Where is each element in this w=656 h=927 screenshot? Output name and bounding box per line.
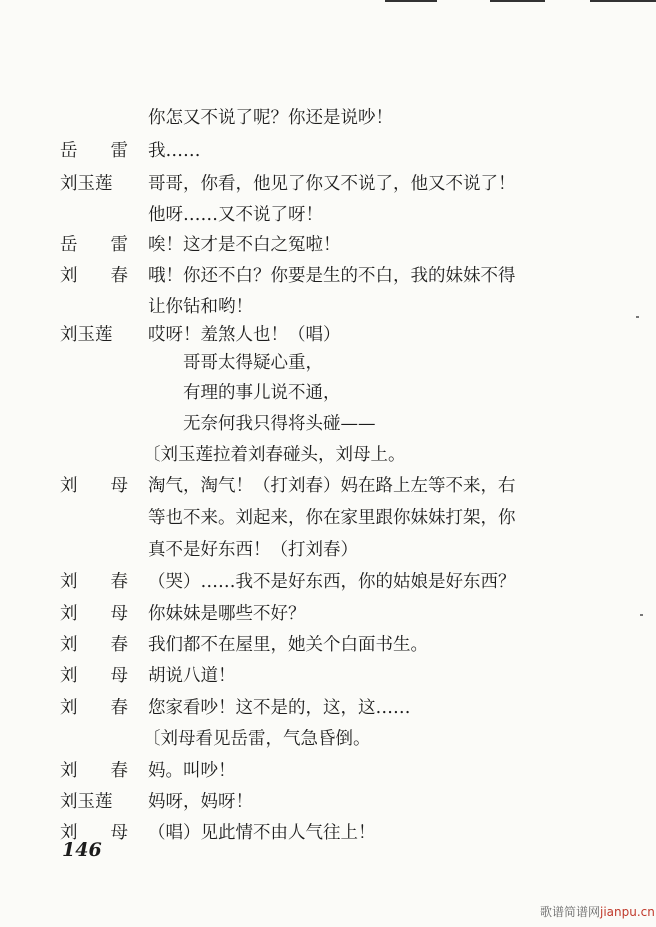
script-line [0, 440, 656, 470]
scan-speck [636, 316, 639, 318]
script-line [0, 136, 656, 166]
top-rule [590, 0, 656, 2]
watermark [540, 903, 655, 920]
script-line [0, 535, 656, 565]
dialogue-text: 哦！你还不白？你要是生的不白，我的妹妹不得 [148, 266, 516, 286]
script-line [0, 261, 656, 291]
dialogue-text: 他呀……又不说了呀！ [148, 205, 323, 225]
watermark-domain: jianpu.cn [600, 905, 655, 919]
speaker-char: 母 [110, 823, 128, 843]
speaker-char: 刘 [60, 635, 78, 655]
script-line [0, 599, 656, 629]
speaker-char: 母 [110, 666, 128, 686]
speaker-name [60, 320, 128, 350]
speaker-char: 刘 [60, 174, 78, 194]
script-line [0, 630, 656, 660]
script-line [0, 320, 656, 350]
verse-line: 无奈何我只得将头碰—— [183, 414, 376, 434]
speaker-char: 岳 [60, 141, 78, 161]
speaker-name [60, 787, 128, 817]
script-line [0, 292, 656, 322]
speaker-char: 刘 [60, 572, 78, 592]
speaker-char: 刘 [60, 325, 78, 345]
dialogue-text: 唉！这才是不白之冤啦！ [148, 235, 341, 255]
speaker-char: 莲 [95, 325, 113, 345]
dialogue-text: 让你钻和哟！ [148, 297, 253, 317]
speaker-char: 母 [110, 476, 128, 496]
script-line [0, 567, 656, 597]
verse-line: 有理的事儿说不通， [183, 383, 341, 403]
speaker-char: 春 [110, 266, 128, 286]
dialogue-text: 等也不来。刘起来，你在家里跟你妹妹打架，你 [148, 508, 516, 528]
script-line [0, 348, 656, 378]
speaker-name [60, 693, 128, 723]
dialogue-text: 妈呀，妈呀！ [148, 792, 253, 812]
script-line [0, 787, 656, 817]
dialogue-text: 真不是好东西！（打刘春） [148, 540, 358, 560]
speaker-name [60, 567, 128, 597]
speaker-char: 母 [110, 604, 128, 624]
speaker-char: 刘 [60, 266, 78, 286]
speaker-name [60, 630, 128, 660]
speaker-name [60, 756, 128, 786]
speaker-char: 莲 [95, 792, 113, 812]
dialogue-text: 胡说八道！ [148, 666, 236, 686]
dialogue-text: （唱）见此情不由人气往上！ [148, 823, 376, 843]
speaker-char: 春 [110, 572, 128, 592]
speaker-char: 玉 [77, 325, 95, 345]
dialogue-text: 我们都不在屋里，她关个白面书生。 [148, 635, 428, 655]
script-line [0, 169, 656, 199]
speaker-char: 刘 [60, 823, 78, 843]
speaker-name [60, 661, 128, 691]
dialogue-text: 你怎又不说了呢？你还是说吵！ [148, 108, 393, 128]
script-line [0, 503, 656, 533]
script-line [0, 230, 656, 260]
dialogue-text: 淘气，淘气！（打刘春）妈在路上左等不来，右 [148, 476, 516, 496]
script-line [0, 693, 656, 723]
script-line [0, 661, 656, 691]
speaker-name [60, 599, 128, 629]
script-line [0, 756, 656, 786]
speaker-char: 刘 [60, 604, 78, 624]
script-line [0, 471, 656, 501]
speaker-char: 春 [110, 635, 128, 655]
top-rule [490, 0, 545, 2]
verse-line: 哥哥太得疑心重， [183, 353, 323, 373]
dialogue-text: 妈。叫吵！ [148, 761, 236, 781]
speaker-char: 岳 [60, 235, 78, 255]
speaker-char: 刘 [60, 698, 78, 718]
script-line [0, 724, 656, 754]
dialogue-text: 哥哥，你看，他见了你又不说了，他又不说了！ [148, 174, 516, 194]
speaker-char: 春 [110, 761, 128, 781]
stage-direction: 〔刘母看见岳雷，气急昏倒。 [143, 729, 371, 749]
page-number: 146 [62, 839, 102, 861]
speaker-name [60, 169, 128, 199]
watermark-text: 歌谱简谱网 [540, 905, 601, 919]
dialogue-text: 您家看吵！这不是的，这，这…… [148, 698, 411, 718]
script-line [0, 409, 656, 439]
speaker-char: 刘 [60, 476, 78, 496]
dialogue-text: 哎呀！羞煞人也！（唱） [148, 325, 341, 345]
speaker-char: 雷 [110, 235, 128, 255]
dialogue-text: 你妹妹是哪些不好？ [148, 604, 306, 624]
speaker-char: 刘 [60, 761, 78, 781]
speaker-char: 莲 [95, 174, 113, 194]
dialogue-text: （哭）……我不是好东西，你的姑娘是好东西？ [148, 572, 516, 592]
speaker-char: 春 [110, 698, 128, 718]
script-line [0, 200, 656, 230]
speaker-char: 刘 [60, 792, 78, 812]
speaker-char: 刘 [60, 666, 78, 686]
speaker-char: 玉 [77, 174, 95, 194]
speaker-name [60, 471, 128, 501]
speaker-name [60, 261, 128, 291]
speaker-name [60, 136, 128, 166]
speaker-char: 玉 [77, 792, 95, 812]
top-rule [385, 0, 437, 2]
scan-speck [640, 614, 643, 616]
script-line [0, 378, 656, 408]
script-line [0, 103, 656, 133]
speaker-char: 雷 [110, 141, 128, 161]
dialogue-text: 我…… [148, 141, 201, 161]
speaker-name [60, 230, 128, 260]
stage-direction: 〔刘玉莲拉着刘春碰头，刘母上。 [143, 445, 406, 465]
